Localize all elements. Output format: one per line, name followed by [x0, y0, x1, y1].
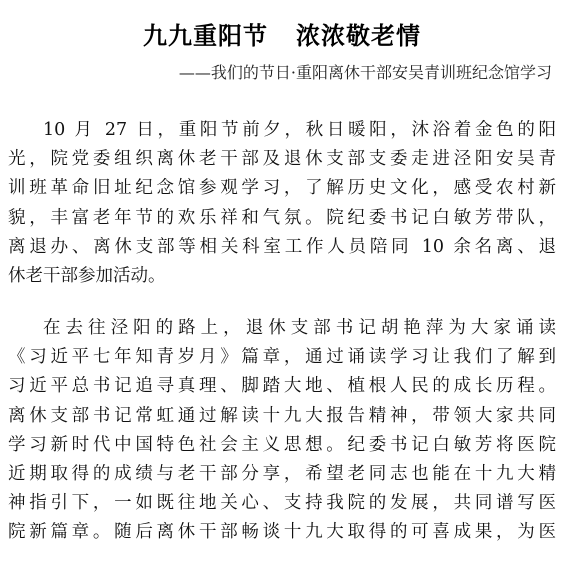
paragraph-line: 院新篇章。随后离休干部畅谈十九大取得的可喜成果，为医: [8, 522, 556, 543]
paragraph-line: 训班革命旧址纪念馆参观学习，了解历史文化，感受农村新: [8, 178, 556, 199]
article-title: 九九重阳节 浓浓敬老情: [142, 22, 422, 50]
paragraph-line: 学习新时代中国特色社会主义思想。纪委书记白敏芳将医院: [8, 434, 556, 455]
paragraph-1: [8, 116, 556, 291]
paragraph-line: 离休支部书记常虹通过解读十九大报告精神，带领大家共同: [8, 405, 556, 426]
paragraph-line: 10 月 27 日，重阳节前夕，秋日暖阳，沐浴着金色的阳: [43, 120, 556, 140]
paragraph-line: 离退办、离休支部等相关科室工作人员陪同 10 余名离、退: [8, 236, 556, 257]
article-subtitle: ——我们的节日·重阳离休干部安吴青训班纪念馆学习: [178, 63, 552, 82]
paragraph-line: 神指引下，一如既往地关心、支持我院的发展，共同谱写医: [8, 493, 556, 514]
paragraph-line: 休老干部参加活动。: [8, 265, 166, 286]
paragraph-2: [8, 314, 556, 548]
paragraph-line: 貌，丰富老年节的欢乐祥和气氛。院纪委书记白敏芳带队，: [8, 207, 556, 228]
paragraph-line: 在去往泾阳的路上，退休支部书记胡艳萍为大家诵读: [43, 318, 556, 338]
paragraph-line: 《习近平七年知青岁月》篇章，通过诵读学习让我们了解到: [8, 347, 556, 368]
paragraph-line: 光，院党委组织离休老干部及退休支部支委走进泾阳安吴青: [8, 149, 556, 170]
paragraph-line: 近期取得的成绩与老干部分享，希望老同志也能在十九大精: [8, 463, 556, 484]
paragraph-line: 习近平总书记追寻真理、脚踏大地、植根人民的成长历程。: [8, 376, 556, 397]
